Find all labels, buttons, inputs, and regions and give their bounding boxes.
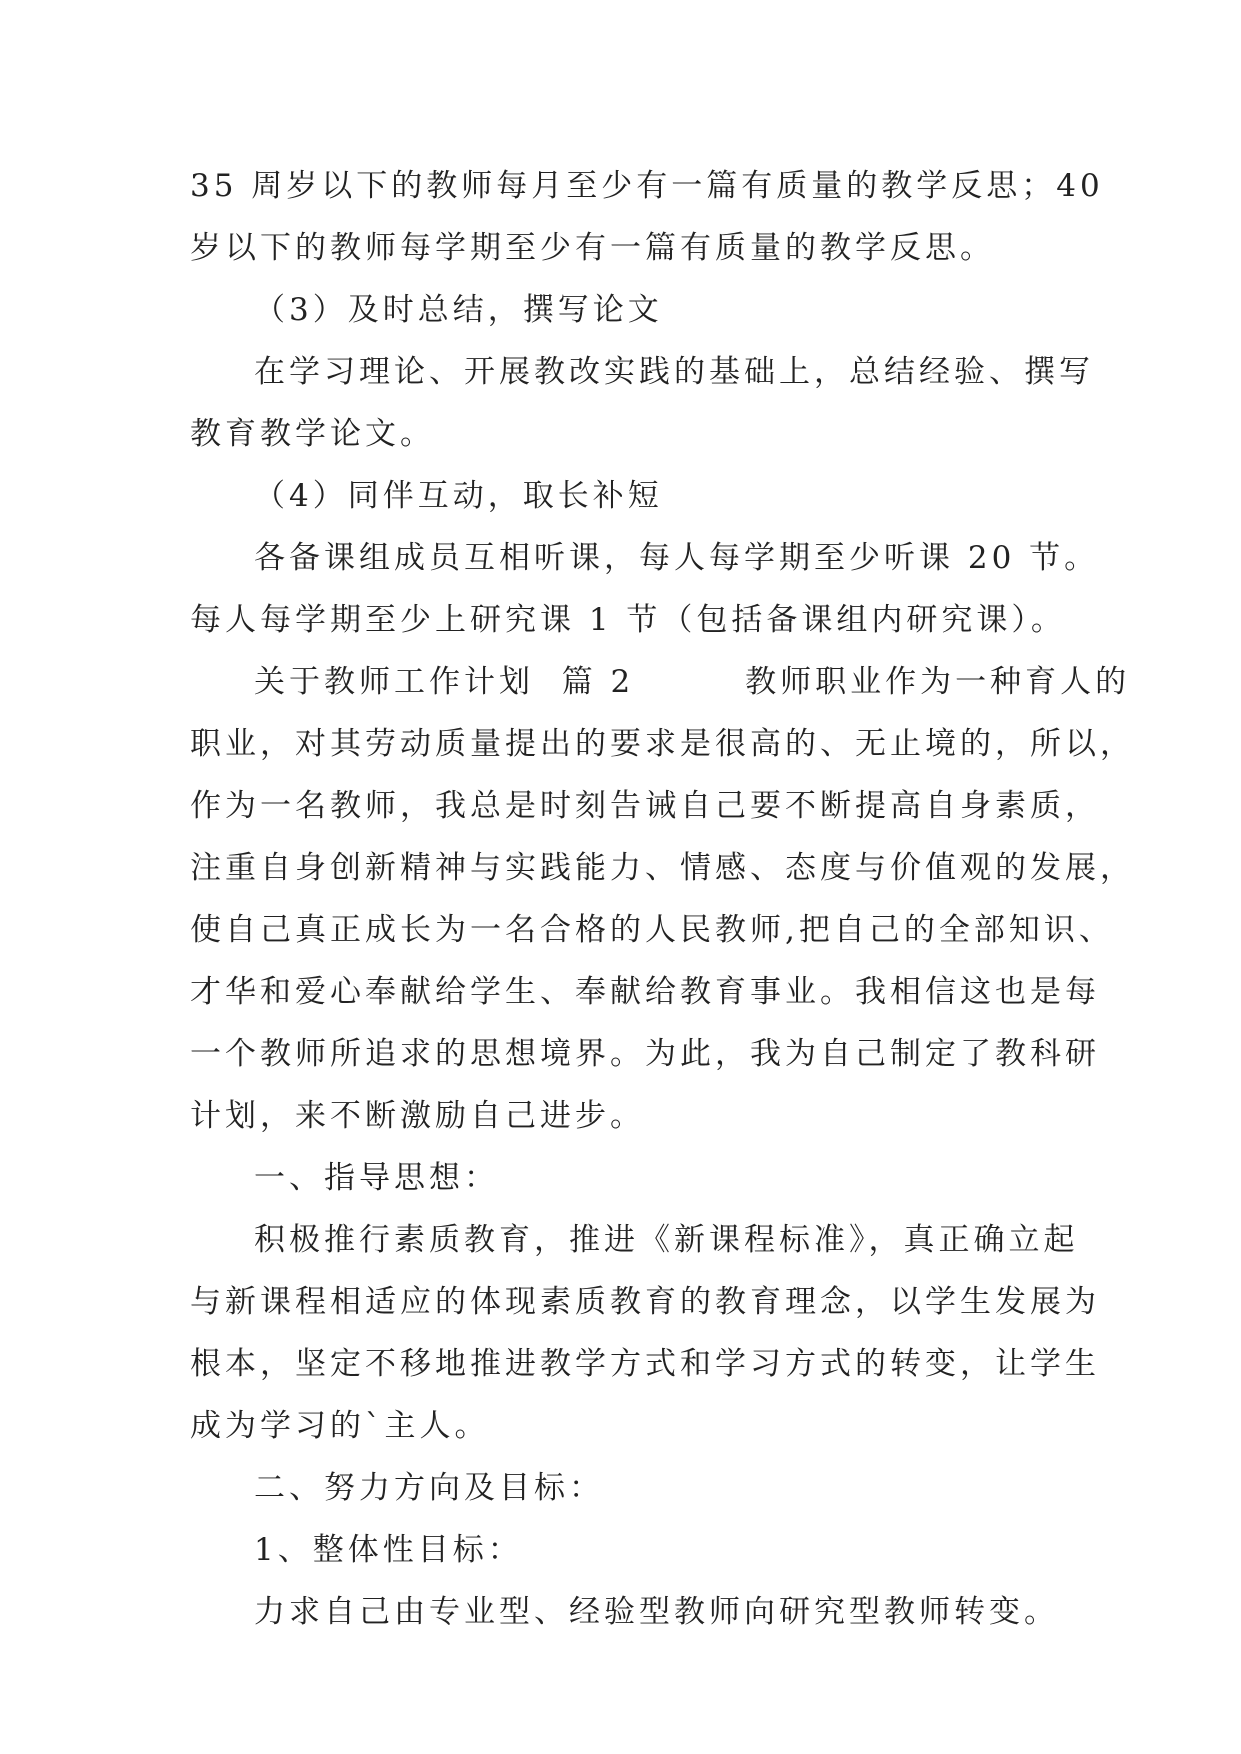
paragraph-1: [190, 155, 1104, 279]
text-line: 使自己真正成长为一名合格的人民教师,把自己的全部知识、: [190, 912, 1114, 948]
text-line: 二、努力方向及目标：: [254, 1470, 604, 1506]
text-line: 力求自己由专业型、经验型教师向研究型教师转变。: [254, 1594, 1059, 1630]
text-line: 作为一名教师，我总是时刻告诫自己要不断提高自身素质，: [190, 788, 1100, 824]
text-line: 根本，坚定不移地推进教学方式和学习方式的转变，让学生: [190, 1346, 1100, 1382]
subheading-3: [190, 279, 1065, 341]
paragraph-8: [190, 1209, 1100, 1457]
heading-guiding-ideology: [190, 1147, 1065, 1209]
text-line: 1、整体性目标：: [254, 1532, 523, 1568]
text-line: 各备课组成员互相听课，每人每学期至少听课 20 节。: [254, 540, 1100, 576]
text-line: （3）及时总结，撰写论文: [254, 292, 663, 328]
text-line: 积极推行素质教育，推进《新课程标准》，真正确立起: [254, 1222, 1079, 1258]
paragraph-3: [190, 341, 1094, 465]
text-line: 一个教师所追求的思想境界。为此，我为自己制定了教科研: [190, 1036, 1100, 1072]
text-line: 每人每学期至少上研究课 1 节（包括备课组内研究课）。: [190, 602, 1066, 638]
paragraph-5: [190, 527, 1100, 651]
text-line: 一、指导思想：: [254, 1160, 499, 1196]
text-line: 才华和爱心奉献给学生、奉献给教育事业。我相信这也是每: [190, 974, 1100, 1010]
text-line: （4）同伴互动，取长补短: [254, 478, 663, 514]
text-line: 计划，来不断激励自己进步。: [190, 1098, 645, 1134]
text-line: 注重自身创新精神与实践能力、情感、态度与价值观的发展，: [190, 850, 1135, 886]
paragraph-11: [190, 1581, 1065, 1643]
text-line: 岁以下的教师每学期至少有一篇有质量的教学反思。: [190, 230, 995, 266]
text-line: 职业，对其劳动质量提出的要求是很高的、无止境的，所以，: [190, 726, 1135, 762]
heading-overall-goal: [190, 1519, 1065, 1581]
text-line: 成为学习的`主人。: [190, 1408, 490, 1444]
subheading-4: [190, 465, 1065, 527]
text-line: 与新课程相适应的体现素质教育的教育理念，以学生发展为: [190, 1284, 1100, 1320]
heading-direction-goals: [190, 1457, 1065, 1519]
text-line: 教育教学论文。: [190, 416, 435, 452]
document-body: [190, 155, 1135, 1643]
text-line: 在学习理论、开展教改实践的基础上，总结经验、撰写: [254, 354, 1094, 390]
text-line: 35 周岁以下的教师每月至少有一篇有质量的教学反思；40: [190, 168, 1104, 204]
paragraph-6: [190, 651, 1135, 1147]
text-line: 关于教师工作计划 篇 2 教师职业作为一种育人的: [254, 664, 1131, 700]
